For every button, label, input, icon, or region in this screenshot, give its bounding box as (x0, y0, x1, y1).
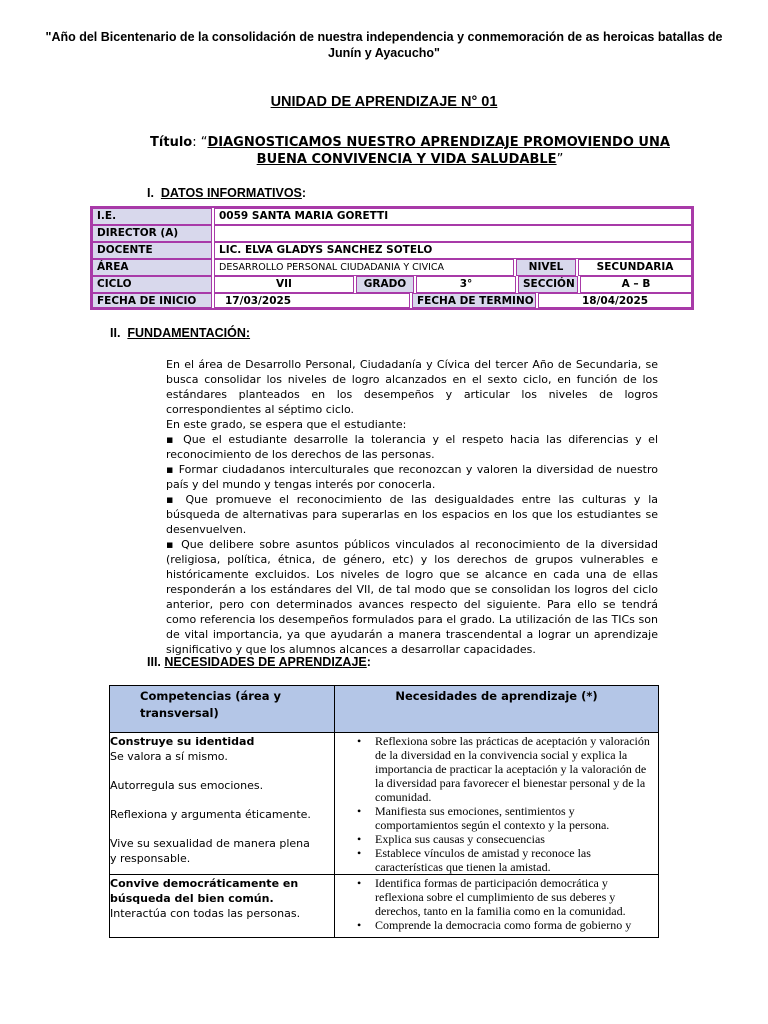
area-value: DESARROLLO PERSONAL CIUDADANIA Y CIVICA (214, 259, 514, 276)
table-row (110, 875, 659, 938)
title-label: Título (150, 135, 193, 150)
grado-label: GRADO (356, 276, 414, 293)
needs-col1-header-text: Competencias (área y transversal) (140, 689, 281, 720)
needs-header-row (110, 686, 659, 733)
seccion-label: SECCIÓN (518, 276, 578, 293)
competencia-title: Convive democráticamente en búsqueda del bien común. (110, 877, 299, 905)
section2-heading (110, 326, 250, 340)
fund-paragraph: En el área de Desarrollo Personal, Ciudadanía y Cívica del tercer Año de Secundaria, se busca consolidar los niveles de logro alcanzados en el sexto ciclo, en función de los estándares planteados en los desempeños y articular los niveles de logros correspondientes al séptimo ciclo. (166, 358, 658, 416)
needs-col2-header-text: Necesidades de aprendizaje (*) (395, 689, 598, 703)
list-item: • Manifiesta sus emociones, sentimientos y comportamientos según el contexto y la persona. (335, 804, 658, 832)
section3-title: NECESIDADES DE APRENDIZAJE (164, 655, 367, 669)
fund-paragraph: En este grado, se espera que el estudiante: (166, 418, 407, 431)
section1-number: I. (147, 186, 154, 200)
grado-value: 3° (416, 276, 516, 293)
list-item: • Reflexiona sobre las prácticas de aceptación y valoración de la diversidad en la convivencia social y explica la importancia de practicar la aceptación y la valoración de la diversidad para favorecer el bienestar personal y de la comunidad. (335, 734, 658, 804)
necesidades-list (335, 875, 658, 932)
fecha-termino-label: FECHA DE TERMINO (412, 293, 536, 308)
section3-colon: : (366, 655, 371, 669)
director-value (214, 225, 692, 242)
header-motto-line2: Junín y Ayacucho" (328, 46, 440, 60)
section1-heading (147, 186, 306, 200)
nivel-value: SECUNDARIA (578, 259, 692, 276)
capacidad-item: Interactúa con todas las personas. (110, 907, 301, 920)
section1-colon: : (301, 186, 307, 200)
capacidad-item: Autorregula sus emociones. (110, 779, 264, 792)
needs-col1-header (110, 686, 335, 733)
fecha-termino-value: 18/04/2025 (538, 293, 692, 308)
section3-heading (147, 655, 371, 669)
list-item: • Identifica formas de participación democrática y reflexiona sobre el cumplimiento de sus deberes y derechos, tanto en la familia como en la comunidad. (335, 876, 658, 918)
fund-bullet: ▪ Que promueve el reconocimiento de las desigualdades entre las culturas y la búsqueda de alternativas para superarlas en los espacios en los que los estudiantes se desenvuelven. (166, 493, 658, 536)
list-item: • Establece vínculos de amistad y reconoce las características que tienen la amistad. (335, 846, 658, 874)
ciclo-label: CICLO (92, 276, 212, 293)
seccion-value: A – B (580, 276, 692, 293)
section3-number: III. (147, 655, 161, 669)
title-block (140, 134, 680, 168)
section2-number: II. (110, 326, 121, 340)
title-colon-quote: : “ (192, 135, 208, 150)
docente-label: DOCENTE (92, 242, 212, 259)
table-row (110, 733, 659, 875)
fecha-inicio-value: 17/03/2025 (214, 293, 410, 308)
fund-bullet: ▪ Que el estudiante desarrolle la tolerancia y el respeto hacia las diferencias y el reconocimiento de los derechos de las personas. (166, 433, 658, 461)
header-motto-line1: "Año del Bicentenario de la consolidación de nuestra independencia y conmemoración de as heroicas batallas de (45, 30, 723, 44)
unit-title: UNIDAD DE APRENDIZAJE N° 01 (270, 94, 498, 110)
necesidades-list (335, 733, 658, 874)
director-label: DIRECTOR (A) (92, 225, 212, 242)
ie-label: I.E. (92, 208, 212, 225)
title-line1: DIAGNOSTICAMOS NUESTRO APRENDIZAJE PROMOVIENDO UNA (207, 135, 670, 150)
nivel-label: NIVEL (516, 259, 576, 276)
title-close-quote: ” (556, 152, 564, 167)
competencia-cell (110, 733, 335, 875)
area-label: ÁREA (92, 259, 212, 276)
needs-table (109, 685, 659, 938)
fundamentacion-text (166, 357, 658, 657)
necesidades-cell (335, 875, 659, 938)
docente-value: LIC. ELVA GLADYS SANCHEZ SOTELO (214, 242, 692, 259)
needs-col2-header (335, 686, 659, 733)
list-item: • Comprende la democracia como forma de gobierno y (335, 918, 658, 932)
capacidad-item: Se valora a sí mismo. (110, 750, 228, 763)
capacidad-item: Vive su sexualidad de manera plena y responsable. (110, 837, 310, 865)
ie-value: 0059 SANTA MARIA GORETTI (214, 208, 692, 225)
necesidades-cell (335, 733, 659, 875)
competencia-title: Construye su identidad (110, 735, 255, 748)
fecha-inicio-label: FECHA DE INICIO (92, 293, 212, 308)
fund-bullet: ▪ Formar ciudadanos interculturales que reconozcan y valoren la diversidad de nuestro país y del mundo y tengas interés por conocerla. (166, 463, 658, 491)
fund-bullet: ▪ Que delibere sobre asuntos públicos vinculados al reconocimiento de la diversidad (religiosa, política, étnica, de género, etc) y los derechos de grupos vulnerables e históricamente excluidos. Los niveles de logro que se alcance en cada una de ellas responderán a los estándares del VII, de tal modo que se consolidan los logros del ciclo anterior, pero con determinados avances respecto del siguiente. Para ello se tendrá como referencia los desempeños formulados para el grado. La utilización de las TICs son de vital importancia, ya que ayudarán a manera trascendental a lograr un aprendizaje significativo y que los alumnos alcances a desarrollar capacidades. (166, 538, 658, 656)
info-table (90, 206, 694, 310)
competencia-cell (110, 875, 335, 938)
ciclo-value: VII (214, 276, 354, 293)
section2-title: FUNDAMENTACIÓN: (127, 326, 251, 340)
capacidad-item: Reflexiona y argumenta éticamente. (110, 808, 311, 821)
section1-title: DATOS INFORMATIVOS (160, 186, 302, 200)
list-item: • Explica sus causas y consecuencias (335, 832, 658, 846)
title-line2: BUENA CONVIVENCIA Y VIDA SALUDABLE (256, 152, 557, 167)
